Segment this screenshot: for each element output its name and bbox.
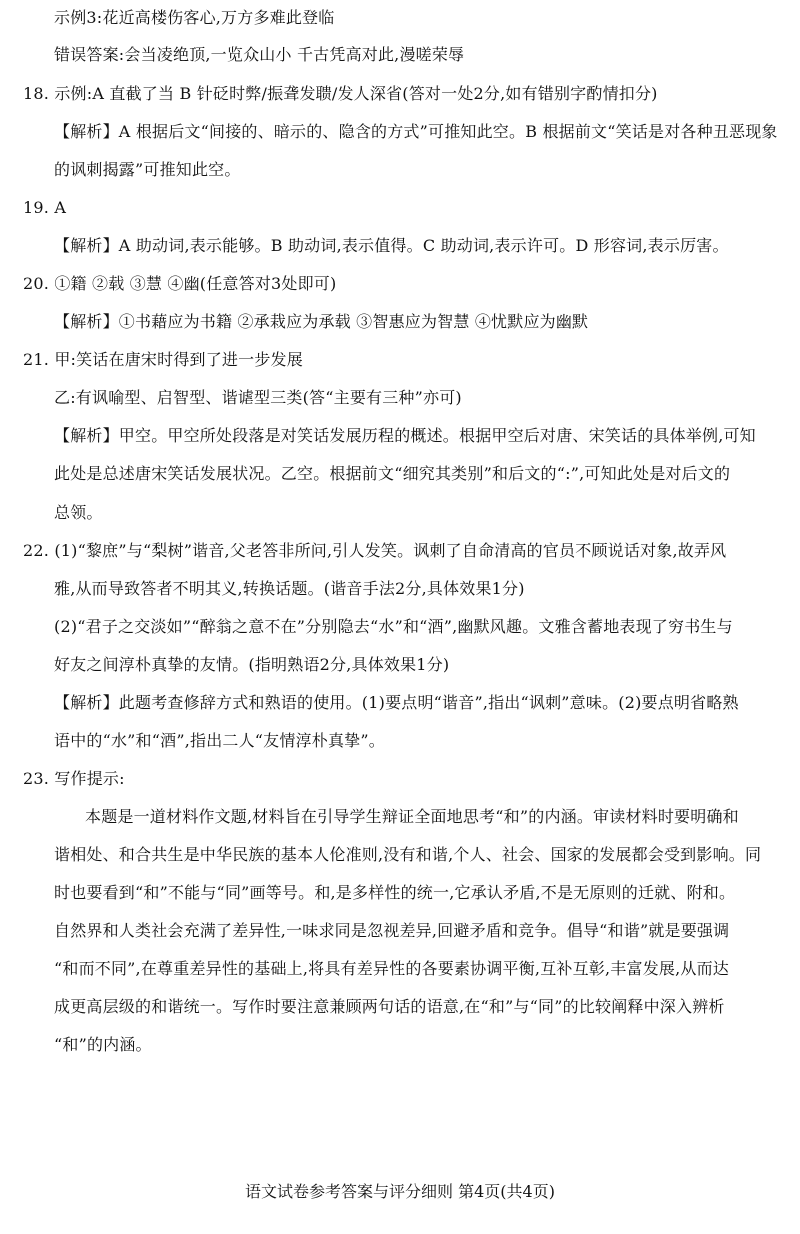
q22-analysis-line-2: 语中的“水”和“酒”,指出二人“友情淳朴真挚”。 [54,731,385,750]
q23-heading: 23. 写作提示: [23,769,125,788]
q18-answer: 18. 示例:A 直截了当 B 针砭时弊/振聋发聩/发人深省(答对一处2分,如有错别字酌情扣分) [23,84,658,103]
q21-answer-a: 21. 甲:笑话在唐宋时得到了进一步发展 [23,350,303,369]
q21-analysis-line-2: 此处是总述唐宋笑话发展状况。乙空。根据前文“细究其类别”和后文的“:”,可知此处是对后文的 [54,464,731,483]
q21-analysis-line-1: 【解析】甲空。甲空所处段落是对笑话发展历程的概述。根据甲空后对唐、宋笑话的具体举例,可知 [54,426,756,445]
example-3-line: 示例3:花近高楼伤客心,万方多难此登临 [54,8,335,27]
q23-paragraph-line-3: 时也要看到“和”不能与“同”画等号。和,是多样性的统一,它承认矛盾,不是无原则的迁就、附和。 [54,883,736,902]
q19-analysis: 【解析】A 助动词,表示能够。B 助动词,表示值得。C 助动词,表示许可。D 形容词,表示厉害。 [54,236,729,255]
page-footer: 语文试卷参考答案与评分细则 第4页(共4页) [245,1182,555,1201]
q19-answer: 19. A [23,198,67,217]
q23-paragraph-line-7: “和”的内涵。 [54,1035,152,1054]
q23-paragraph-line-6: 成更高层级的和谐统一。写作时要注意兼顾两句话的语意,在“和”与“同”的比较阐释中深入辨析 [54,997,725,1016]
q20-analysis: 【解析】①书藉应为书籍 ②承栽应为承载 ③智惠应为智慧 ④忧默应为幽默 [54,312,589,331]
q22-part1-line-1: 22. (1)“黎庶”与“梨树”谐音,父老答非所问,引人发笑。讽刺了自命清高的官员不顾说话对象,故弄风 [23,541,727,560]
q21-analysis-line-3: 总领。 [54,503,103,522]
q20-answer: 20. ①籍 ②载 ③慧 ④幽(任意答对3处即可) [23,274,337,293]
q22-part1-line-2: 雅,从而导致答者不明其义,转换话题。(谐音手法2分,具体效果1分) [54,579,525,598]
q22-analysis-line-1: 【解析】此题考查修辞方式和熟语的使用。(1)要点明“谐音”,指出“讽刺”意味。(2)要点明省略熟 [54,693,739,712]
q22-part2-line-1: (2)“君子之交淡如”“醉翁之意不在”分别隐去“水”和“酒”,幽默风趣。文雅含蓄地表现了穷书生与 [54,617,733,636]
q23-paragraph-line-4: 自然界和人类社会充满了差异性,一味求同是忽视差异,回避矛盾和竞争。倡导“和谐”就是要强调 [54,921,730,940]
q22-part2-line-2: 好友之间淳朴真挚的友情。(指明熟语2分,具体效果1分) [54,655,450,674]
q23-paragraph-line-2: 谐相处、和合共生是中华民族的基本人伦准则,没有和谐,个人、社会、国家的发展都会受到影响。同 [54,845,762,864]
q18-analysis-line-1: 【解析】A 根据后文“间接的、暗示的、隐含的方式”可推知此空。B 根据前文“笑话是对各种丑恶现象 [54,122,778,141]
q23-paragraph-line-5: “和而不同”,在尊重差异性的基础上,将具有差异性的各要素协调平衡,互补互彰,丰富发展,从而达 [54,959,729,978]
q18-analysis-line-2: 的讽刺揭露”可推知此空。 [54,160,241,179]
q23-paragraph-line-1: 本题是一道材料作文题,材料旨在引导学生辩证全面地思考“和”的内涵。审读材料时要明确和 [85,807,739,826]
wrong-answer-line: 错误答案:会当凌绝顶,一览众山小 千古凭高对此,漫嗟荣辱 [54,45,465,64]
q21-answer-b: 乙:有讽喻型、启智型、谐谑型三类(答“主要有三种”亦可) [54,388,462,407]
